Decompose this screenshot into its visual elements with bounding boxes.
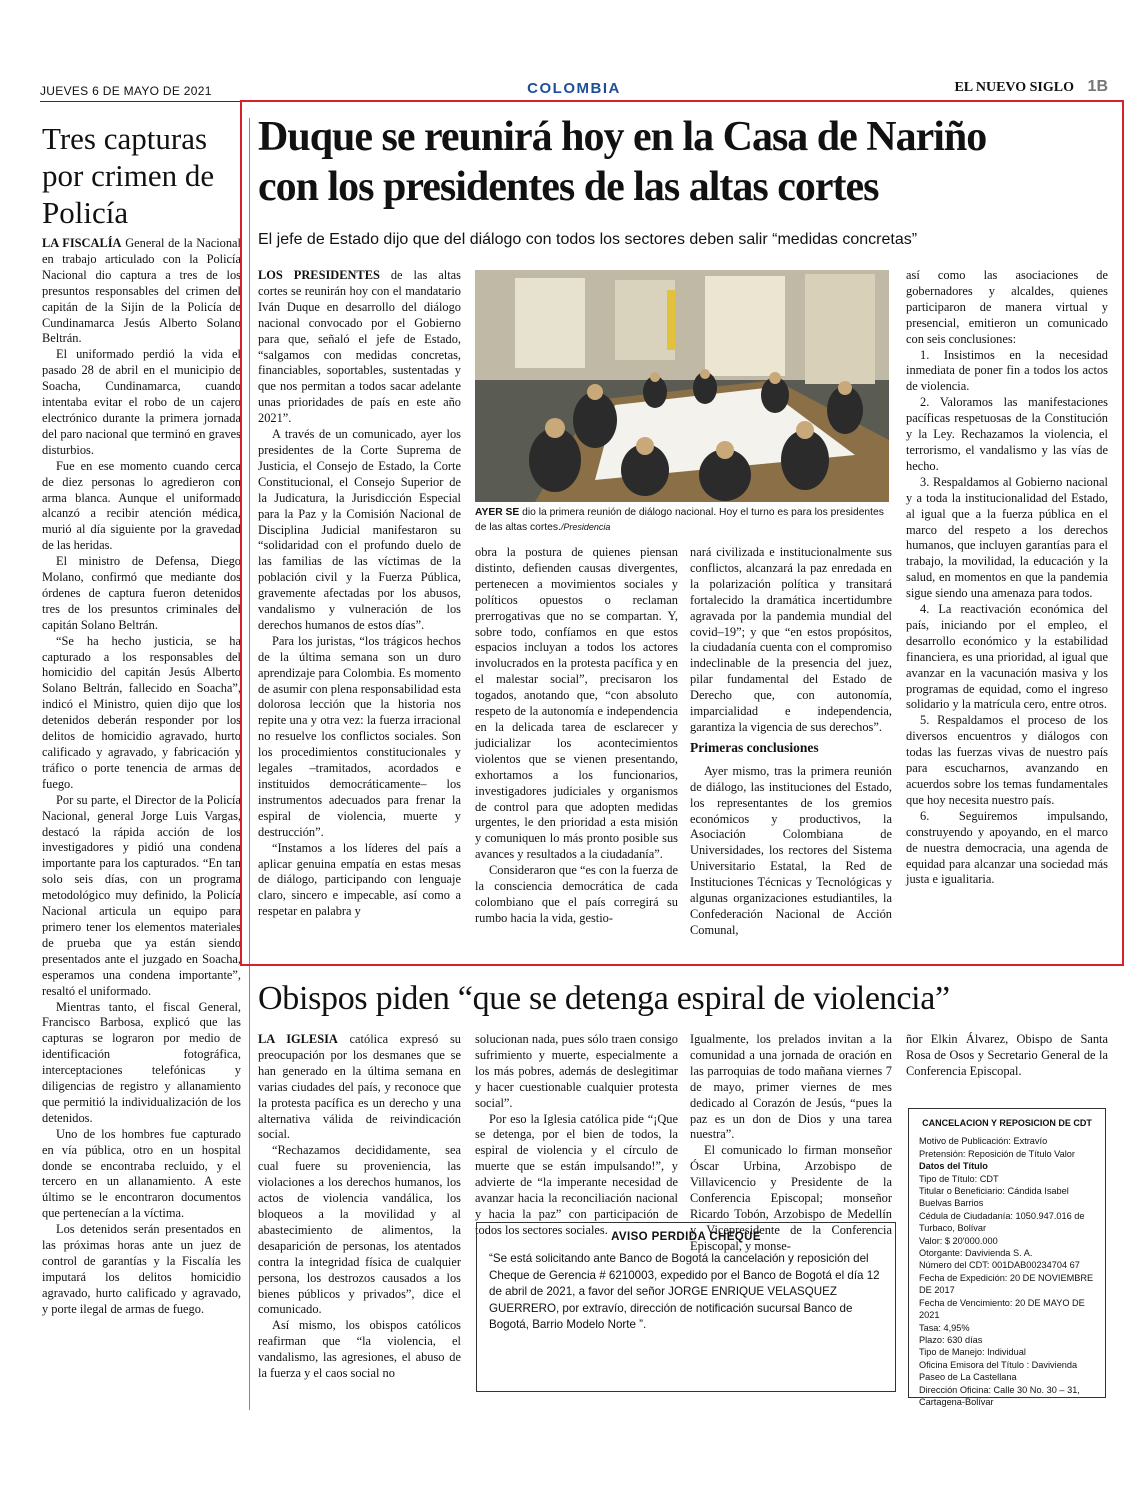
side-lead: LA FISCALÍA: [42, 236, 122, 250]
side-para-7: Uno de los hombres fue capturado en vía pública, otro en un hospital donde se encontraba recluido, y el tercero en un allanamiento. A este último se le encontraron documentos que pertenecían a la víctima.: [42, 1126, 241, 1221]
photo-caption: AYER SE dio la primera reunión de diálogo nacional. Hoy el turno es para los presidentes de las altas cortes./Presidencia: [475, 507, 884, 533]
bottom-col-1: LA IGLESIA católica expresó su preocupación por los desmanes que se han generado en la última semana en varias ciudades del país, y reconoce que la protesta pacífica es un derecho y una alternativa válida de reivindicación social. “Rechazamos decididamente, sea cual fuere su proveniencia, las violaciones a los derechos humanos, los actos de violencia vandálica, los bloqueos a la movilidad y al abastecimiento de alimentos, la desaparición de personas, los atentados contra la integridad física de cualquier persona, los destrozos causados a los bienes públicos y privados”, dice el comunicado. Así mismo, los obispos católicos reafirman que “la violencia, el vandalismo, las agresiones, el abuso de la fuerza y el caos social no: [258, 1032, 461, 1381]
section-name: COLOMBIA: [527, 80, 621, 97]
side-para-2: Fue en ese momento cuando cerca de diez personas lo agredieron con arma blanca. Aunque el uniformado alcanzó a recibir atención médica, murió al día siguiente por la gravedad de las heridas.: [42, 458, 241, 553]
main-col-3: nará civilizada e institucionalmente sus conflictos, alcanzará la paz enredada en la polarización política y transitará fortalecido la dramática incertidumbre agravada por la pandemia mundial del covid–19”; y que “en estos propósitos, la ciudadanía cuenta con el compromiso indeclinable de la presencia del juez, pilar fundamental del Estado de Derecho que, con autonomía, imparcialidad e independencia, garantiza la vigencia de sus derechos”. Primeras conclusiones Ayer mismo, tras la primera reunión de diálogo, las instituciones del Estado, los representantes de los gremios económicos y productivos, la Asociación Colombiana de Universidades, los rectores del Sistema Universitario Estatal, la Red de Instituciones Técnicas y Tecnológicas y algunas organizaciones estudiantiles, la Confederación Nacional de Acción Comunal,: [690, 545, 892, 937]
lost-cheque-notice: [476, 1222, 896, 1392]
bottom-article-title: Obispos piden “que se detenga espiral de violencia”: [258, 980, 950, 1017]
side-para-1: El uniformado perdió la vida el pasado 28 de abril en el municipio de Soacha, Cundinamarca, cuando intentaba evitar el robo de un cajero electrónico durante la primera jornada del paro nacional que terminó en graves disturbios.: [42, 347, 241, 457]
cdt-body: Motivo de Publicación: Extravío Pretensión: Reposición de Título Valor Datos del Título Tipo de Título: CDT Titular o Beneficiario: Cándida Isabel Buelvas Barrios Cédula de Ciudadanía: 1050.947.016 de Turbaco, Bolívar Valor: $ 20'000.000 Otorgante: Davivienda S. A. Número del CDT: 001DAB00234704 67 Fecha de Expedición: 20 DE NOVIEMBRE DE 2017 Fecha de Vencimiento: 20 DE MAYO DE 2021 Tasa: 4,95% Plazo: 630 días Tipo de Manejo: Individual Oficina Emisora del Título : Davivienda Paseo de La Castellana Dirección Oficina: Calle 30 No. 30 – 31, Cartagena-Bolívar: [919, 1135, 1097, 1408]
lost-cheque-title: AVISO PERDIDA CHEQUE: [611, 1231, 761, 1243]
side-para-8: Los detenidos serán presentados en las próximas horas ante un juez de control de garantías y la Fiscalía les imputará los delitos homicidio agravado, hurto calificado y agravado, y porte ilegal de armas de fuego.: [42, 1222, 241, 1316]
cdt-subtitle: Datos del Título: [919, 1161, 988, 1172]
side-para-3: El ministro de Defensa, Diego Molano, confirmó que mediante dos órdenes de captura fueron detenidos tres de los presuntos criminales del capitán Solano Beltrán.: [42, 554, 241, 632]
side-article-title: Tres capturas por crimen de Policía: [42, 121, 215, 230]
main-col-2: obra la postura de quienes piensan distinto, defienden causas divergentes, pertenecen a movimientos sociales y políticos opuestos o reclaman prerrogativas que no se compartan. Y, sobre todo, confíamos en que estos espacios incluyan a todos los actores involucrados en la protesta pacífica y en el malestar social”, precisaron los togados, anotando que, “con absoluto respeto de la autonomía e independencia en la delicada tarea de esclarecer y judicializar los acontecimientos violentos que se vienen presentando, exhortamos a los funcionarios, investigadores judiciales y organismos de control para que adopten medidas urgentes, le den prioridad a esta misión y comuniquen lo más pronto posible sus avances y resultados a la ciudadanía”. Consideraron que “es con la fuerza de la consciencia democrática de cada colombiano que el país corregirá su rumbo hacia la vida, gestio-: [475, 545, 678, 925]
photo-credit: /Presidencia: [560, 522, 611, 532]
main-col-1: LOS PRESIDENTES de las altas cortes se reunirán hoy con el mandatario Iván Duque en desarrollo del diálogo nacional convocado por el Gobierno para que, señaló el jefe de Estado, “salgamos con medidas concretas, financiables, soportables, sustentadas y que nos permitan a todos sacar adelante unas prioridades de país en este año 2021”. A través de un comunicado, ayer los presidentes de la Corte Suprema de Justicia, el Consejo de Estado, la Corte Constitucional, el Consejo Superior de la Judicatura, la Jurisdicción Especial para la Paz y la Comisión Nacional de Disciplina Judicial manifestaron su “solidaridad con el profundo duelo de las familias de las víctimas de la población civil y la Fuerza Pública, gravemente afectadas por los abusos, vandalismo y vulneración de los derechos humanos de estos días”. Para los juristas, “los trágicos hechos de la última semana son un duro aprendizaje para Colombia. Es momento de asumir con plena responsabilidad esta dolorosa lección que la historia nos repite una y otra vez: la fuerza irracional no resuelve los conflictos sociales. Son los procedimientos constitucionales y legales –tramitados, acordados e instituidos democráticamente– los instrumentos adecuados para frenar la espiral de violencia, muerte y destrucción”. “Instamos a los líderes del país a aplicar genuina empatía en estas mesas de diálogo, participando con lenguaje claro, sincero e impecable, así como a respetar en palabra y: [258, 268, 461, 919]
lost-cheque-body: “Se está solicitando ante Banco de Bogotá la cancelación y reposición del Cheque de Gerencia # 6210003, expedido por el Banco de Bogotá el día 12 de abril de 2021, a favor del señor JORGE ENRIQUE VELASQUEZ GUERRERO, por extravío, dirección de notificación sucursal Banco de Bogotá, Barrio Modelo Norte ”.: [489, 1252, 880, 1332]
bottom-col-3: Igualmente, los prelados invitan a la comunidad a una jornada de oración en las parroquias de todo mañana viernes 7 de mayo, primer viernes de mes dedicado al Corazón de Jesús, “pues la paz es un don de Dios y una tarea nuestra”. El comunicado lo firman monseñor Óscar Urbina, Arzobispo de Villavicencio y Presidente de la Conferencia Episcopal; monseñor Ricardo Tobón, Arzobispo de Medellín y Vicepresidente de la Conferencia Episcopal, y monse-: [690, 1032, 892, 1253]
cdt-notice: [908, 1108, 1106, 1407]
conclusions-heading: Primeras conclusiones: [690, 739, 819, 755]
meeting-photo: [475, 270, 889, 502]
side-para-5: Por su parte, el Director de la Policía Nacional, general Jorge Luis Vargas, destacó la rápida acción de los investigadores y pidió una condena importante para los capturados. “En tan solo seis días, con un programa metodológico muy definido, la Policía Nacional articula un equipo para primero tener los elementos materiales de prueba que ya están siendo presentados ante el juzgado en Soacha, esperamos una condena importante”, resaltó el uniformado.: [42, 792, 241, 998]
main-para-0: LOS PRESIDENTES de las altas cortes se reunirán hoy con el mandatario Iván Duque en desarrollo del diálogo nacional convocado por el Gobierno para que, señaló el jefe de Estado, “salgamos con medidas concretas, financiables, soportables, sustentadas y que nos permitan a todos sacar adelante unas prioridades de país en este año 2021”.: [258, 268, 461, 426]
side-article-body: [42, 236, 241, 1406]
bottom-col-2: solucionan nada, pues sólo traen consigo sufrimiento y muerte, especialmente a los más pobres, además de deslegitimar y hacer cuestionable cualquier protesta social”. Por eso la Iglesia católica pide “¡Que se detenga, por el bien de todos, la espiral de violencia y el círculo de muerte que se están impulsando!”, y advierte de “la imperante necesidad de avanzar hacia la reconciliación nacional y hacia la paz” con participación de todos los sectores sociales.: [475, 1032, 678, 1237]
side-para-0: LA FISCALÍA General de la Nacional en trabajo articulado con la Policía Nacional dio captura a tres de los presuntos responsables del crimen del capitán de la Sijin de la Policía de Cundinamarca Jesús Alberto Solano Beltrán.: [42, 236, 241, 346]
page-number: 1B: [1087, 78, 1108, 95]
side-para-4: “Se ha hecho justicia, se ha capturado a los responsables del homicidio del capitán Jesús Alberto Solano Beltrán, fallecido en Soacha”, indicó el Ministro, quien dijo que los detenidos deberán responder por los delitos de homicidio agravado, hurto calificado y agravado, y fabricación y tráfico o porte tenencia de armas de fuego.: [42, 633, 241, 791]
bottom-col-4: ñor Elkin Álvarez, Obispo de Santa Rosa de Osos y Secretario General de la Conferencia Episcopal.: [906, 1032, 1108, 1078]
newspaper-name: EL NUEVO SIGLO: [954, 80, 1074, 95]
cdt-title: CANCELACION Y REPOSICION DE CDT: [922, 1118, 1092, 1128]
main-col-4: así como las asociaciones de gobernadores y alcaldes, quienes participaron de manera virtual y presencial, emitieron un comunicado con seis conclusiones: 1. Insistimos en la necesidad inmediata de poner fin a todos los actos de violencia. 2. Valoramos las manifestaciones pacíficas respetuosas de la Constitución y la Ley. Rechazamos la violencia, el terrorismo, el vandalismo y las vías de hecho. 3. Respaldamos al Gobierno nacional y a toda la institucionalidad del Estado, al igual que a la fuerza pública en el marco del respeto a los derechos humanos, que incluyen garantías para el trabajo, la movilidad, la educación y la salud, en momentos en que la pandemia sigue siendo una amenaza para todos. 4. La reactivación económica del país, iniciando por el empleo, el desarrollo económico y la estabilidad financiera, es una prioridad, al igual que avanzar en la vacunación masiva y los programas de equidad, como el ingreso solidario y la matrícula cero, entre otros. 5. Respaldamos el proceso de los diversos encuentros y diálogos con todas las fuerzas vivas de nuestro país para escucharnos, avanzando en acuerdos sobre los temas fundamentales que hoy necesita nuestro país. 6. Seguiremos impulsando, construyendo y apoyando, en el marco de nuestra democracia, una agenda de equidad para alcanzar una sociedad más justa e igualitaria.: [906, 268, 1108, 887]
issue-date: JUEVES 6 DE MAYO DE 2021: [40, 84, 212, 98]
main-article-title: Duque se reunirá hoy en la Casa de Nariño con los presidentes de las altas cortes: [258, 114, 987, 210]
side-para-6: Mientras tanto, el fiscal General, Francisco Barbosa, explicó que las capturas se lograron por medio de identificación fotográfica, interceptaciones telefónicas y diligencias de registro y allanamiento que permitió la individualización de los detenidos.: [42, 999, 241, 1125]
main-article-subtitle: El jefe de Estado dijo que del diálogo con todos los sectores deben salir “medidas concretas”: [258, 231, 918, 248]
